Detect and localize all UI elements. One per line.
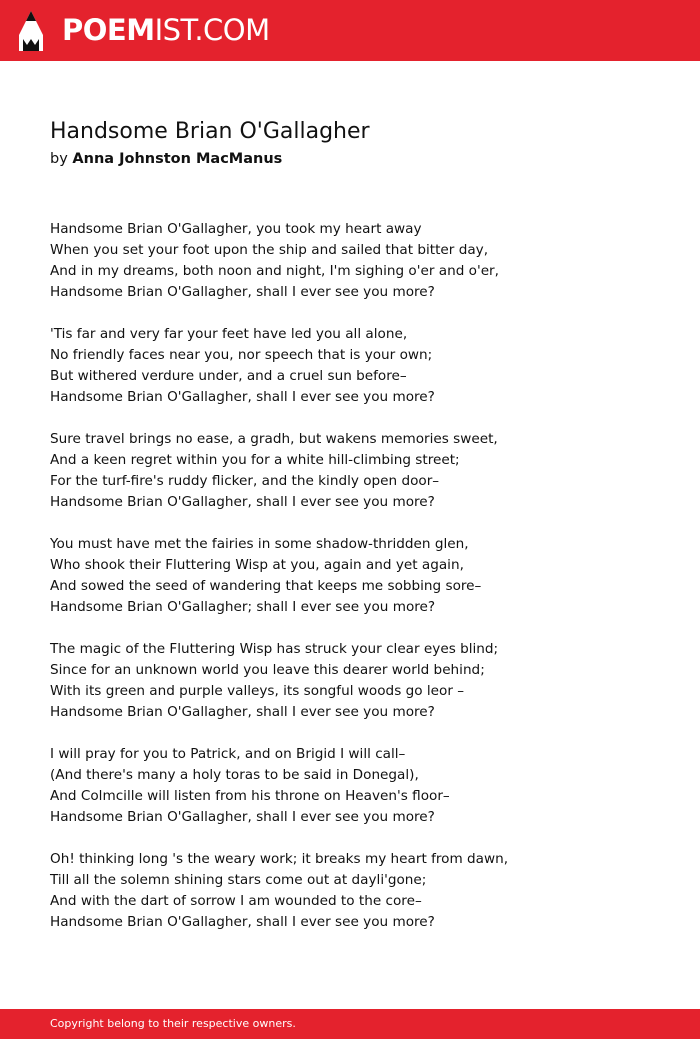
stanza — [50, 324, 670, 408]
stanza — [50, 639, 670, 723]
poem-line: I will pray for you to Patrick, and on Brigid I will call– — [50, 746, 406, 762]
stanza — [50, 744, 670, 828]
byline — [50, 149, 282, 169]
poem-line: Handsome Brian O'Gallagher, shall I ever see you more? — [50, 914, 435, 930]
poem-line: And Colmcille will listen from his throne on Heaven's floor– — [50, 788, 450, 804]
poem-line: Handsome Brian O'Gallagher, shall I ever see you more? — [50, 809, 435, 825]
poem-line: You must have met the fairies in some shadow-thridden glen, — [50, 536, 469, 552]
poem-line: Handsome Brian O'Gallagher, shall I ever see you more? — [50, 704, 435, 720]
logo-text-bold: POEM — [62, 13, 155, 47]
poem-line: Handsome Brian O'Gallagher, you took my heart away — [50, 221, 422, 237]
poem-line: Handsome Brian O'Gallagher; shall I ever see you more? — [50, 599, 436, 615]
site-footer — [0, 1009, 700, 1039]
poem-body — [50, 219, 670, 954]
poem-line: Handsome Brian O'Gallagher, shall I ever see you more? — [50, 389, 435, 405]
poem-line: And sowed the seed of wandering that keeps me sobbing sore– — [50, 578, 482, 594]
poem-line: 'Tis far and very far your feet have led you all alone, — [50, 326, 408, 342]
stanza — [50, 534, 670, 618]
by-label: by — [50, 151, 68, 167]
poem-line: Who shook their Fluttering Wisp at you, again and yet again, — [50, 557, 464, 573]
poem-line: With its green and purple valleys, its songful woods go leor – — [50, 683, 465, 699]
poem-line: Handsome Brian O'Gallagher, shall I ever see you more? — [50, 284, 435, 300]
stanza — [50, 219, 670, 303]
poem-line: Oh! thinking long 's the weary work; it breaks my heart from dawn, — [50, 851, 509, 867]
poem-line: When you set your foot upon the ship and sailed that bitter day, — [50, 242, 489, 258]
site-logo[interactable] — [62, 13, 270, 47]
poem-line: Handsome Brian O'Gallagher, shall I ever see you more? — [50, 494, 435, 510]
poem-line: No friendly faces near you, nor speech that is your own; — [50, 347, 433, 363]
poem-line: And with the dart of sorrow I am wounded to the core– — [50, 893, 422, 909]
poem-line: (And there's many a holy toras to be said in Donegal), — [50, 767, 419, 783]
poem-line: Since for an unknown world you leave this dearer world behind; — [50, 662, 485, 678]
poem-line: For the turf-fire's ruddy flicker, and the kindly open door– — [50, 473, 440, 489]
pencil-icon[interactable] — [17, 9, 45, 53]
author-name: Anna Johnston MacManus — [72, 151, 283, 167]
poem-line: And in my dreams, both noon and night, I'm sighing o'er and o'er, — [50, 263, 499, 279]
site-header — [0, 0, 700, 61]
logo-text-light: IST.COM — [154, 13, 270, 47]
poem-line: Till all the solemn shining stars come out at dayli'gone; — [50, 872, 427, 888]
poem-line: The magic of the Fluttering Wisp has struck your clear eyes blind; — [50, 641, 499, 657]
poem-line: And a keen regret within you for a white hill-climbing street; — [50, 452, 460, 468]
copyright-text: Copyright belong to their respective owners. — [50, 1017, 296, 1030]
poem-line: But withered verdure under, and a cruel sun before– — [50, 368, 407, 384]
stanza — [50, 849, 670, 933]
poem-line: Sure travel brings no ease, a gradh, but wakens memories sweet, — [50, 431, 498, 447]
poem-title: Handsome Brian O'Gallagher — [50, 119, 370, 144]
stanza — [50, 429, 670, 513]
